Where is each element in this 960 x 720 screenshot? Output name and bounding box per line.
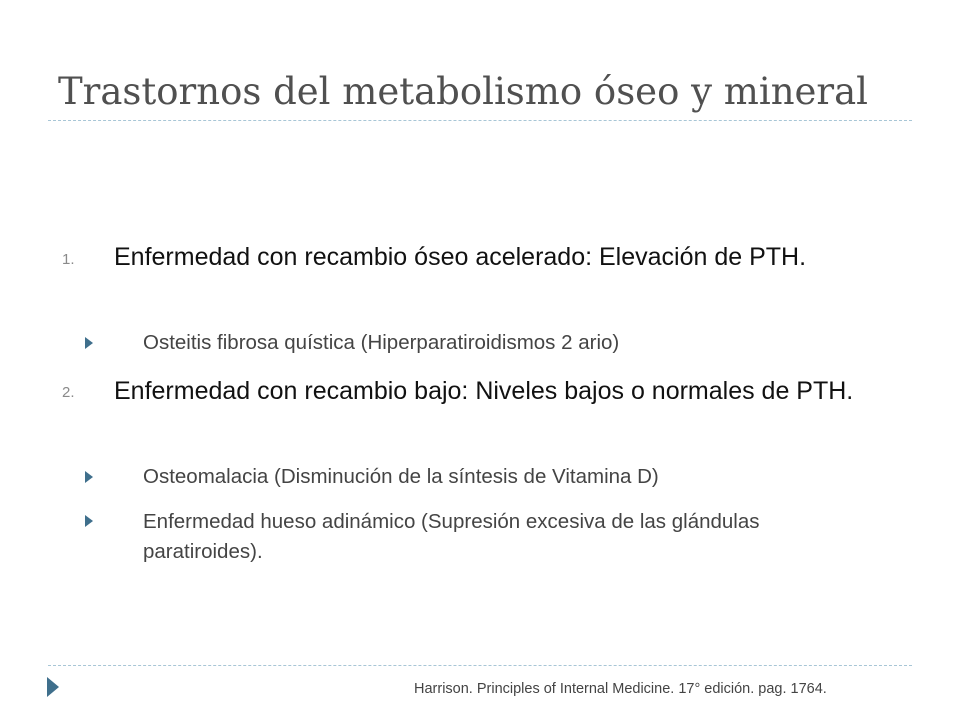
triangle-bullet-icon — [85, 515, 93, 527]
list-number: 2. — [62, 384, 75, 401]
slide-title: Trastornos del metabolismo óseo y mineral — [58, 70, 869, 113]
triangle-bullet-icon — [85, 471, 93, 483]
sub-item-text: Osteitis fibrosa quística (Hiperparatiroidismos 2 ario) — [143, 331, 620, 354]
sub-item-text: Enfermedad hueso adinámico (Supresión excesiva de las glándulas paratiroides). — [143, 510, 760, 563]
sub-item-text: Osteomalacia (Disminución de la síntesis de Vitamina D) — [143, 465, 659, 488]
list-item-text: Enfermedad con recambio óseo acelerado: Elevación de PTH. — [114, 243, 807, 271]
footer-divider — [48, 665, 912, 666]
list-number: 1. — [62, 251, 75, 268]
citation-footer: Harrison. Principles of Internal Medicine. 17° edición. pag. 1764. — [414, 681, 827, 697]
triangle-bullet-icon — [85, 337, 93, 349]
play-arrow-icon — [47, 677, 59, 697]
list-item-text: Enfermedad con recambio bajo: Niveles bajos o normales de PTH. — [114, 377, 854, 405]
